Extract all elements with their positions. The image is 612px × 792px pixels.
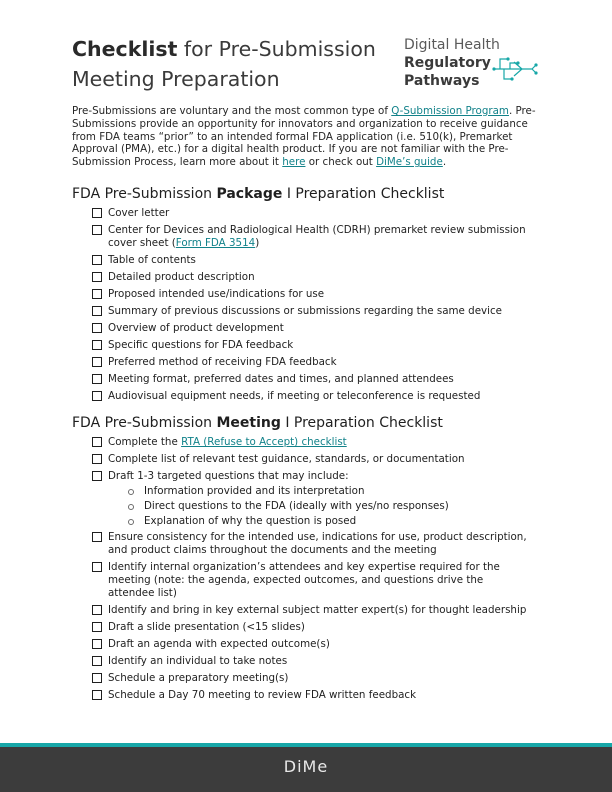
sub-list-item: Explanation of why the question is posed [128, 514, 449, 529]
checklist-item: Identify internal organization’s attendees and key expertise required for the meeting (note: the agenda, expected outcomes, and questions drive the attendee list) [92, 561, 532, 600]
meeting-checklist-top [92, 436, 532, 483]
checkbox[interactable] [92, 471, 102, 481]
checklist-item: Identify and bring in key external subject matter expert(s) for thought leadership [92, 604, 532, 617]
checkbox[interactable] [92, 622, 102, 632]
checkbox[interactable] [92, 272, 102, 282]
checklist-item: Draft a slide presentation (<15 slides) [92, 621, 532, 634]
meeting-checklist-bottom [92, 531, 532, 706]
sub-list-item: Direct questions to the FDA (ideally with yes/no responses) [128, 499, 449, 514]
form-fda-3514-link[interactable]: Form FDA 3514 [175, 237, 256, 249]
pre-submission-here-link[interactable]: here [282, 156, 306, 169]
circuit-arrow-icon [492, 54, 540, 84]
checkbox[interactable] [92, 208, 102, 218]
checkbox[interactable] [92, 340, 102, 350]
checklist-item: Complete list of relevant test guidance, standards, or documentation [92, 453, 532, 466]
checkbox[interactable] [92, 656, 102, 666]
checklist-item: Draft 1-3 targeted questions that may include: [92, 470, 532, 483]
intro-paragraph: Pre-Submissions are voluntary and the most common type of Q-Submission Program. Pre-Submissions provide an opportunity for innovators and organization to receive guidance from FDA teams “prior” to an intended formal FDA application (i.e. 510(k), Premarket Approval (PMA), etc.) for a digital health product. If you are not familiar with the Pre-Submission Process, learn more about it here or check out DiMe’s guide. [72, 105, 536, 169]
question-subitems [128, 484, 449, 529]
checkbox[interactable] [92, 437, 102, 447]
checkbox[interactable] [92, 673, 102, 683]
logo-line-3: Pathways [404, 73, 480, 89]
package-checklist-heading: FDA Pre-Submission Package I Preparation Checklist [72, 186, 445, 202]
logo-line-1: Digital Health [404, 37, 500, 53]
dime-logo: DiMe [283, 757, 329, 776]
checkbox[interactable] [92, 225, 102, 235]
rta-checklist-link[interactable]: RTA (Refuse to Accept) checklist [181, 436, 347, 448]
checkbox[interactable] [92, 374, 102, 384]
hollow-bullet-icon [128, 504, 134, 510]
checkbox[interactable] [92, 255, 102, 265]
checklist-item: Summary of previous discussions or submissions regarding the same device [92, 305, 532, 318]
checklist-item: Identify an individual to take notes [92, 655, 532, 668]
dime-guide-link[interactable]: DiMe’s guide [376, 156, 443, 169]
meeting-checklist-heading: FDA Pre-Submission Meeting I Preparation Checklist [72, 415, 443, 431]
footer-bar [0, 747, 612, 792]
checklist-item: Specific questions for FDA feedback [92, 339, 532, 352]
checkbox[interactable] [92, 323, 102, 333]
hollow-bullet-icon [128, 489, 134, 495]
hollow-bullet-icon [128, 519, 134, 525]
q-submission-link[interactable]: Q-Submission Program [391, 105, 509, 117]
checklist-item: Detailed product description [92, 271, 532, 284]
checklist-item: Schedule a Day 70 meeting to review FDA written feedback [92, 689, 532, 702]
digital-health-regulatory-pathways-logo [404, 36, 554, 92]
checklist-item: Proposed intended use/indications for use [92, 288, 532, 301]
logo-line-2: Regulatory [404, 55, 491, 71]
checklist-item: Audiovisual equipment needs, if meeting or teleconference is requested [92, 390, 532, 403]
checkbox[interactable] [92, 391, 102, 401]
checkbox[interactable] [92, 639, 102, 649]
checkbox[interactable] [92, 690, 102, 700]
checklist-item: Overview of product development [92, 322, 532, 335]
checklist-item: Cover letter [92, 207, 532, 220]
page-title: Checklist for Pre-Submission Meeting Preparation [72, 37, 376, 91]
checklist-item: Draft an agenda with expected outcome(s) [92, 638, 532, 651]
package-checklist [92, 207, 532, 407]
checklist-item: Meeting format, preferred dates and times, and planned attendees [92, 373, 532, 386]
checklist-item: Ensure consistency for the intended use, indications for use, product description, and product claims throughout the documents and the meeting [92, 531, 532, 557]
checkbox[interactable] [92, 306, 102, 316]
checkbox[interactable] [92, 454, 102, 464]
checkbox[interactable] [92, 289, 102, 299]
checkbox[interactable] [92, 562, 102, 572]
checkbox[interactable] [92, 357, 102, 367]
checklist-item: Center for Devices and Radiological Health (CDRH) premarket review submission cover sheet (Form FDA 3514) [92, 224, 532, 250]
checkbox[interactable] [92, 605, 102, 615]
checklist-item: Complete the RTA (Refuse to Accept) checklist [92, 436, 532, 449]
checklist-item: Schedule a preparatory meeting(s) [92, 672, 532, 685]
checklist-item: Preferred method of receiving FDA feedback [92, 356, 532, 369]
checklist-item: Table of contents [92, 254, 532, 267]
sub-list-item: Information provided and its interpretation [128, 484, 449, 499]
checkbox[interactable] [92, 532, 102, 542]
